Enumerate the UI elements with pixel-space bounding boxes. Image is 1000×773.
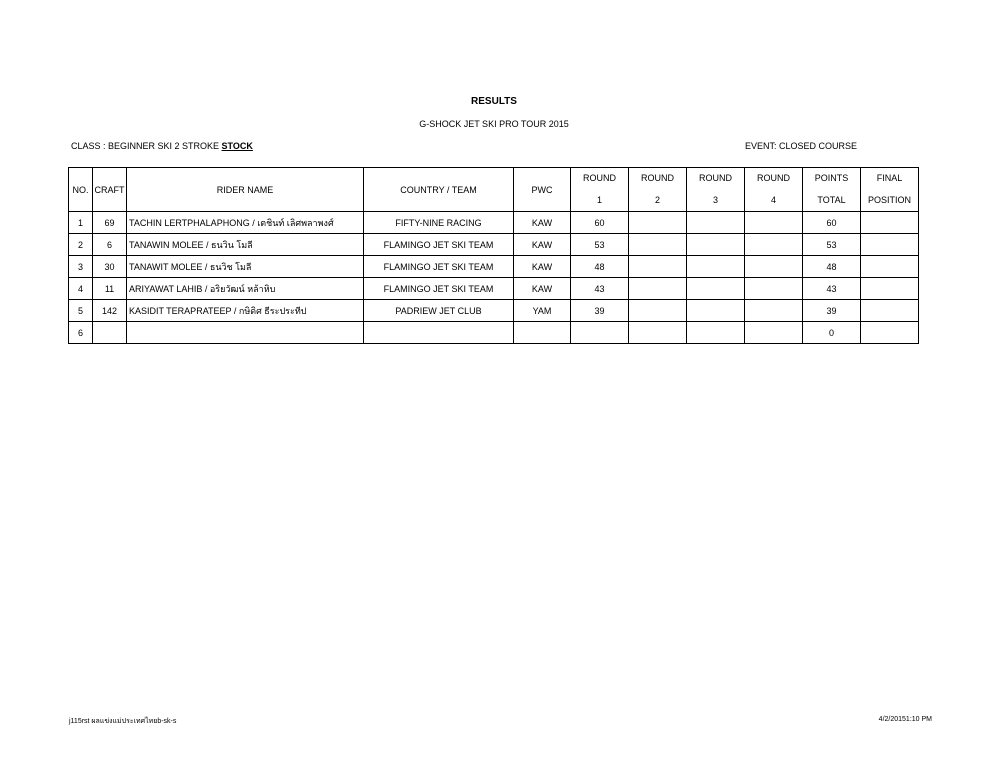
cell-points-total: 53 [803, 234, 861, 256]
cell-rider: KASIDIT TERAPRATEEP / กษิดิศ ธีระประทีป [127, 300, 364, 322]
cell-round2 [629, 322, 687, 344]
cell-craft: 142 [93, 300, 127, 322]
cell-country: PADRIEW JET CLUB [364, 300, 514, 322]
col-header-round4 [745, 168, 803, 212]
cell-round2 [629, 234, 687, 256]
cell-pwc: KAW [514, 234, 571, 256]
col-header-final-b: POSITION [867, 195, 911, 205]
cell-rider: ARIYAWAT LAHIB / อริยวัฒน์ หล้าหิบ [127, 278, 364, 300]
col-header-round4-a: ROUND [757, 173, 790, 183]
cell-final-position [861, 212, 919, 234]
cell-round4 [745, 256, 803, 278]
table-row [69, 300, 919, 322]
table-row [69, 212, 919, 234]
cell-final-position [861, 300, 919, 322]
event-series-title: G-SHOCK JET SKI PRO TOUR 2015 [419, 119, 569, 129]
cell-no: 3 [69, 256, 93, 278]
cell-country: FIFTY-NINE RACING [364, 212, 514, 234]
col-header-points [803, 168, 861, 212]
cell-craft: 6 [93, 234, 127, 256]
col-header-pwc: PWC [514, 168, 571, 212]
cell-country: FLAMINGO JET SKI TEAM [364, 234, 514, 256]
cell-rider: TACHIN LERTPHALAPHONG / เตชินท์ เลิศพลาพงศ์ [127, 212, 364, 234]
cell-rider: TANAWIT MOLEE / ธนวิช โมลี [127, 256, 364, 278]
cell-round3 [687, 278, 745, 300]
cell-points-total: 0 [803, 322, 861, 344]
class-name: CLASS : BEGINNER SKI 2 STROKE [71, 141, 222, 151]
cell-craft [93, 322, 127, 344]
col-header-round1-a: ROUND [583, 173, 616, 183]
col-header-round1-b: 1 [596, 195, 602, 205]
cell-country: FLAMINGO JET SKI TEAM [364, 256, 514, 278]
cell-round4 [745, 234, 803, 256]
cell-round4 [745, 278, 803, 300]
cell-round1: 60 [571, 212, 629, 234]
cell-round4 [745, 300, 803, 322]
cell-final-position [861, 278, 919, 300]
cell-round1: 43 [571, 278, 629, 300]
col-header-points-a: POINTS [814, 173, 849, 183]
cell-no: 6 [69, 322, 93, 344]
col-header-round3-a: ROUND [699, 173, 732, 183]
cell-no: 5 [69, 300, 93, 322]
class-stock: STOCK [221, 141, 253, 151]
cell-craft: 11 [93, 278, 127, 300]
col-header-craft: CRAFT [93, 168, 127, 212]
cell-pwc [514, 322, 571, 344]
cell-final-position [861, 322, 919, 344]
cell-round3 [687, 300, 745, 322]
table-row [69, 234, 919, 256]
cell-round2 [629, 300, 687, 322]
cell-rider: TANAWIN MOLEE / ธนวิน โมลี [127, 234, 364, 256]
cell-pwc: KAW [514, 278, 571, 300]
cell-round1: 39 [571, 300, 629, 322]
cell-round1 [571, 322, 629, 344]
footer-timestamp: 4/2/20151:10 PM [878, 716, 932, 723]
cell-round3 [687, 234, 745, 256]
col-header-no: NO. [69, 168, 93, 212]
col-header-final-a: FINAL [876, 173, 903, 183]
col-header-country: COUNTRY / TEAM [364, 168, 514, 212]
cell-round4 [745, 322, 803, 344]
class-label [71, 141, 253, 151]
col-header-final [861, 168, 919, 212]
table-row [69, 322, 919, 344]
results-table [68, 167, 919, 344]
cell-round2 [629, 256, 687, 278]
table-row [69, 256, 919, 278]
col-header-round1 [571, 168, 629, 212]
table-header-row [69, 168, 919, 212]
cell-craft: 69 [93, 212, 127, 234]
page-title: RESULTS [471, 96, 517, 107]
event-label: EVENT: CLOSED COURSE [745, 141, 858, 151]
cell-round2 [629, 278, 687, 300]
table-row [69, 278, 919, 300]
col-header-round2-b: 2 [654, 195, 660, 205]
cell-final-position [861, 234, 919, 256]
cell-points-total: 39 [803, 300, 861, 322]
col-header-round4-b: 4 [770, 195, 776, 205]
cell-final-position [861, 256, 919, 278]
cell-round3 [687, 212, 745, 234]
cell-pwc: YAM [514, 300, 571, 322]
col-header-round2 [629, 168, 687, 212]
cell-rider [127, 322, 364, 344]
col-header-round2-a: ROUND [641, 173, 674, 183]
col-header-round3 [687, 168, 745, 212]
cell-round1: 48 [571, 256, 629, 278]
cell-craft: 30 [93, 256, 127, 278]
cell-no: 1 [69, 212, 93, 234]
cell-points-total: 43 [803, 278, 861, 300]
col-header-points-b: TOTAL [817, 195, 846, 205]
cell-pwc: KAW [514, 256, 571, 278]
cell-points-total: 60 [803, 212, 861, 234]
col-header-round3-b: 3 [712, 195, 718, 205]
cell-points-total: 48 [803, 256, 861, 278]
cell-no: 2 [69, 234, 93, 256]
footer-filename: j115rst ผลแข่งแม่ประเทศไทยb-sk-s [69, 718, 177, 725]
cell-pwc: KAW [514, 212, 571, 234]
cell-round3 [687, 322, 745, 344]
cell-round3 [687, 256, 745, 278]
cell-country [364, 322, 514, 344]
cell-round2 [629, 212, 687, 234]
col-header-rider: RIDER NAME [127, 168, 364, 212]
cell-no: 4 [69, 278, 93, 300]
cell-country: FLAMINGO JET SKI TEAM [364, 278, 514, 300]
cell-round1: 53 [571, 234, 629, 256]
cell-round4 [745, 212, 803, 234]
